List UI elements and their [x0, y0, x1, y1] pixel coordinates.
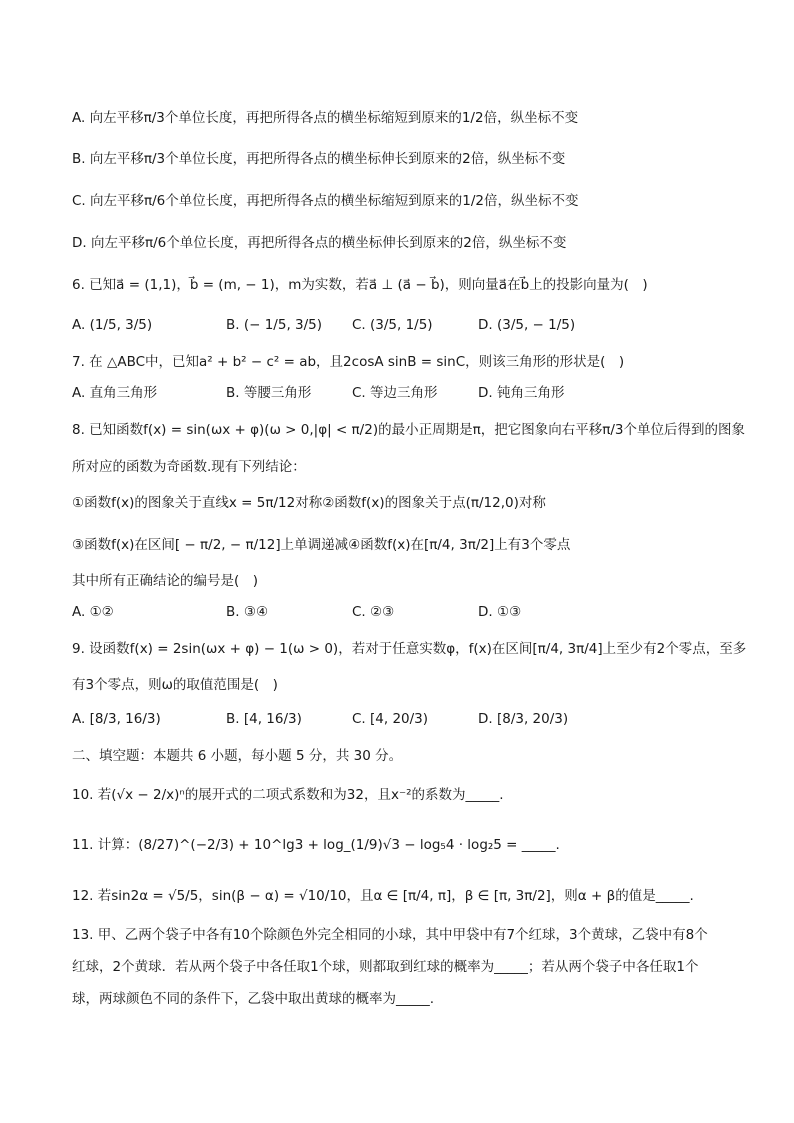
q6-option-a: A. (1/5, 3/5) — [72, 317, 153, 333]
q11: 11. 计算：(8/27)^(−2/3) + 10^lg3 + log_(1/9)√3 − log₅4 · log₂5 = _____. — [72, 837, 560, 853]
q8-conclusions-line1: ①函数f(x)的图象关于直线x = 5π/12对称②函数f(x)的图象关于点(π/12,0)对称 — [72, 495, 546, 511]
q6-option-c: C. (3/5, 1/5) — [352, 317, 433, 333]
q8-option-b: B. ③④ — [226, 604, 269, 620]
q10: 10. 若(√x − 2/x)ⁿ的展开式的二项式系数和为32，且x⁻²的系数为_____. — [72, 787, 504, 803]
q7-stem: 7. 在 △ABC中，已知a² + b² − c² = ab，且2cosA sinB = sinC，则该三角形的形状是( ) — [72, 354, 625, 370]
q5-option-b: B. 向左平移π/3个单位长度，再把所得各点的横坐标伸长到原来的2倍，纵坐标不变 — [72, 151, 566, 167]
q9-stem-line2: 有3个零点，则ω的取值范围是( ) — [72, 677, 278, 693]
q7-option-d: D. 钝角三角形 — [478, 385, 565, 401]
q8-stem-line1: 8. 已知函数f(x) = sin(ωx + φ)(ω > 0,|φ| < π/2)的最小正周期是π，把它图象向右平移π/3个单位后得到的图象 — [72, 422, 745, 438]
q9-option-b: B. [4, 16/3) — [226, 711, 302, 727]
q8-stem-line2: 所对应的函数为奇函数.现有下列结论： — [72, 459, 306, 475]
q8-option-a: A. ①② — [72, 604, 114, 620]
q8-conclusions-line2: ③函数f(x)在区间[ − π/2, − π/12]上单调递减④函数f(x)在[π/4, 3π/2]上有3个零点 — [72, 537, 571, 553]
q7-option-a: A. 直角三角形 — [72, 385, 158, 401]
q13-line3: 球，两球颜色不同的条件下，乙袋中取出黄球的概率为_____. — [72, 991, 435, 1007]
q9-option-c: C. [4, 20/3) — [352, 711, 429, 727]
q7-option-b: B. 等腰三角形 — [226, 385, 312, 401]
q6-option-b: B. (− 1/5, 3/5) — [226, 317, 323, 333]
q9-stem-line1: 9. 设函数f(x) = 2sin(ωx + φ) − 1(ω > 0)，若对于任意实数φ，f(x)在区间[π/4, 3π/4]上至少有2个零点，至多 — [72, 641, 747, 657]
section-heading-fill-in: 二、填空题：本题共 6 小题，每小题 5 分，共 30 分。 — [72, 748, 403, 764]
q8-option-d: D. ①③ — [478, 604, 522, 620]
q7-option-c: C. 等边三角形 — [352, 385, 438, 401]
q12: 12. 若sin2α = √5/5，sin(β − α) = √10/10，且α ∈ [π/4, π]，β ∈ [π, 3π/2]，则α + β的值是_____. — [72, 888, 694, 904]
q13-line2: 红球，2个黄球．若从两个袋子中各任取1个球，则都取到红球的概率为_____；若从两个袋子中各任取1个 — [72, 959, 699, 975]
q6-option-d: D. (3/5, − 1/5) — [478, 317, 576, 333]
q6-stem: 6. 已知a⃗ = (1,1)，b⃗ = (m, − 1)，m为实数，若a⃗ ⊥ (a⃗ − b⃗)，则向量a⃗在b⃗上的投影向量为( ) — [72, 277, 648, 293]
q5-option-d: D. 向左平移π/6个单位长度，再把所得各点的横坐标伸长到原来的2倍，纵坐标不变 — [72, 235, 567, 251]
q5-option-a: A. 向左平移π/3个单位长度，再把所得各点的横坐标缩短到原来的1/2倍，纵坐标不变 — [72, 110, 579, 126]
q8-question: 其中所有正确结论的编号是( ) — [72, 573, 259, 589]
q5-option-c: C. 向左平移π/6个单位长度，再把所得各点的横坐标缩短到原来的1/2倍，纵坐标不变 — [72, 193, 579, 209]
q9-option-d: D. [8/3, 20/3) — [478, 711, 569, 727]
q8-option-c: C. ②③ — [352, 604, 395, 620]
q13-line1: 13. 甲、乙两个袋子中各有10个除颜色外完全相同的小球，其中甲袋中有7个红球，3个黄球，乙袋中有8个 — [72, 927, 708, 943]
q9-option-a: A. [8/3, 16/3) — [72, 711, 161, 727]
